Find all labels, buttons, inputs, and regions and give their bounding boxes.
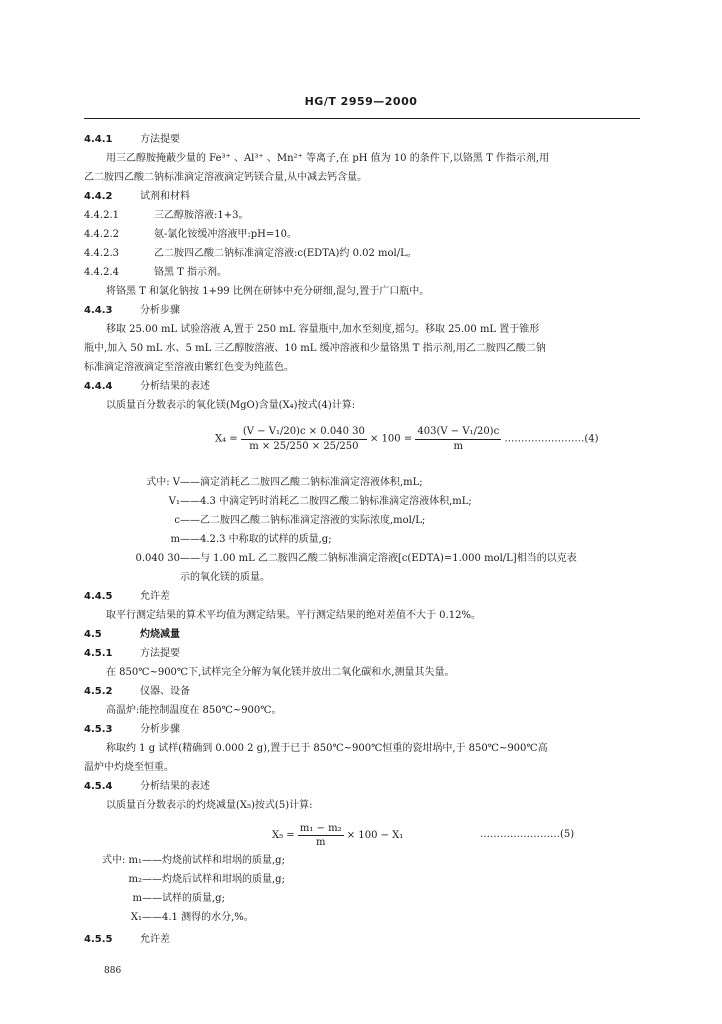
formula-4-fraction-1: $\frac{\text{(V − V₁/20)c × 0.040 30}}{m \times 25/250 \times 25/250}$: [242, 426, 365, 452]
item-4-4-2-3: 4.4.2.3 乙二胺四乙酸二钠标准滴定溶液:c(EDTA)约 0.02 mol/L。: [84, 248, 417, 259]
heading-4-4-2: 4.4.2 试剂和材料: [84, 191, 190, 202]
formula-4: X₄ = $\frac{\text{(V − V₁/20)c × 0.040 30}}{m \times 25/250 \times 25/250}$ × 100 = $\frac{\text{403(V − V₁/20)c}}{m}$ ……………………(4): [215, 426, 599, 452]
para-line: 高温炉:能控制温度在 850℃~900℃。: [106, 705, 282, 716]
para-line: 以质量百分数表示的灼烧减量(X₅)按式(5)计算:: [106, 800, 313, 811]
para-line: 在 850℃~900℃下,试样完全分解为氧化镁并放出二氧化碳和水,测量其失量。: [106, 667, 455, 678]
heading-4-5: 4.5 灼烧减量: [84, 629, 180, 640]
where-item: m₂——灼烧后试样和坩埚的质量,g;: [128, 874, 285, 885]
where-item: m——4.2.3 中称取的试样的质量,g;: [170, 534, 332, 545]
heading-4-5-4: 4.5.4 分析结果的表述: [84, 781, 210, 792]
where-item: X₁——4.1 测得的水分,%。: [130, 912, 254, 923]
item-4-4-2-2: 4.4.2.2 氨-氯化铵缓冲溶液甲:pH=10。: [84, 229, 297, 240]
where-item: m——试样的质量,g;: [132, 893, 225, 904]
para-line: 瓶中,加入 50 mL 水、5 mL 三乙醇胺溶液、10 mL 缓冲溶液和少量铬黑 T 指示剂,用乙二胺四乙酸二钠: [84, 343, 546, 354]
para-line: 移取 25.00 mL 试验溶液 A,置于 250 mL 容量瓶中,加水至刻度,摇匀。移取 25.00 mL 置于锥形: [106, 324, 540, 335]
para-line: 乙二胺四乙酸二钠标准滴定溶液滴定钙镁合量,从中减去钙含量。: [84, 172, 368, 183]
formula-5-label: ……………………(5): [480, 829, 575, 840]
page-header: HG/T 2959—2000: [304, 95, 418, 108]
formula-5: X₅ = $\frac{\text{m₁ − m₂}}{m}$ × 100 − X₁: [272, 823, 404, 848]
para-line: 取平行测定结果的算术平均值为测定结果。平行测定结果的绝对差值不大于 0.12%。: [106, 610, 481, 621]
page-number: 886: [104, 966, 122, 976]
para-line: 以质量百分数表示的氧化镁(MgO)含量(X₄)按式(4)计算:: [106, 400, 356, 411]
item-4-4-2-4: 4.4.2.4 铬黑 T 指示剂。: [84, 267, 228, 278]
formula-4-fraction-2: $\frac{\text{403(V − V₁/20)c}}{m}$: [417, 426, 500, 452]
heading-4-5-1: 4.5.1 方法提要: [84, 648, 180, 659]
para-line: 称取约 1 g 试样(精确到 0.000 2 g),置于已于 850℃~900℃恒重的瓷坩埚中,于 850℃~900℃高: [106, 743, 548, 754]
heading-4-5-2: 4.5.2 仪器、设备: [84, 686, 190, 697]
heading-4-5-5: 4.5.5 允许差: [84, 934, 170, 945]
where-item: 示的氧化镁的质量。: [180, 572, 270, 583]
heading-4-4-1: 4.4.1 方法提要: [84, 134, 180, 145]
para-line: 标准滴定溶液滴定至溶液由紫红色变为纯蓝色。: [84, 362, 294, 373]
where-item: 0.040 30——与 1.00 mL 乙二胺四乙酸二钠标准滴定溶液[c(EDTA)=1.000 mol/L]相当的以克表: [135, 553, 577, 564]
para-line: 将铬黑 T 和氯化钠按 1+99 比例在研钵中充分研细,混匀,置于广口瓶中。: [106, 286, 430, 297]
heading-4-4-5: 4.4.5 允许差: [84, 591, 170, 602]
where-item: c——乙二胺四乙酸二钠标准滴定溶液的实际浓度,mol/L;: [174, 515, 426, 526]
where-item: 式中: V——滴定消耗乙二胺四乙酸二钠标准滴定溶液体积,mL;: [146, 477, 423, 488]
formula-5-fraction: $\frac{\text{m₁ − m₂}}{m}$: [299, 823, 342, 848]
where-item: 式中: m₁——灼烧前试样和坩埚的质量,g;: [101, 855, 285, 866]
header-rule: [84, 118, 640, 119]
heading-4-4-4: 4.4.4 分析结果的表述: [84, 381, 210, 392]
para-line: 温炉中灼烧至恒重。: [84, 762, 174, 773]
where-item: V₁——4.3 中滴定钙时消耗乙二胺四乙酸二钠标准滴定溶液体积,mL;: [168, 496, 472, 507]
item-4-4-2-1: 4.4.2.1 三乙醇胺溶液:1+3。: [84, 210, 249, 221]
heading-4-5-3: 4.5.3 分析步骤: [84, 724, 180, 735]
para-line: 用三乙醇胺掩蔽少量的 Fe³⁺ 、Al³⁺ 、Mn²⁺ 等离子,在 pH 值为 10 的条件下,以铬黑 T 作指示剂,用: [106, 153, 550, 164]
heading-4-4-3: 4.4.3 分析步骤: [84, 305, 180, 316]
